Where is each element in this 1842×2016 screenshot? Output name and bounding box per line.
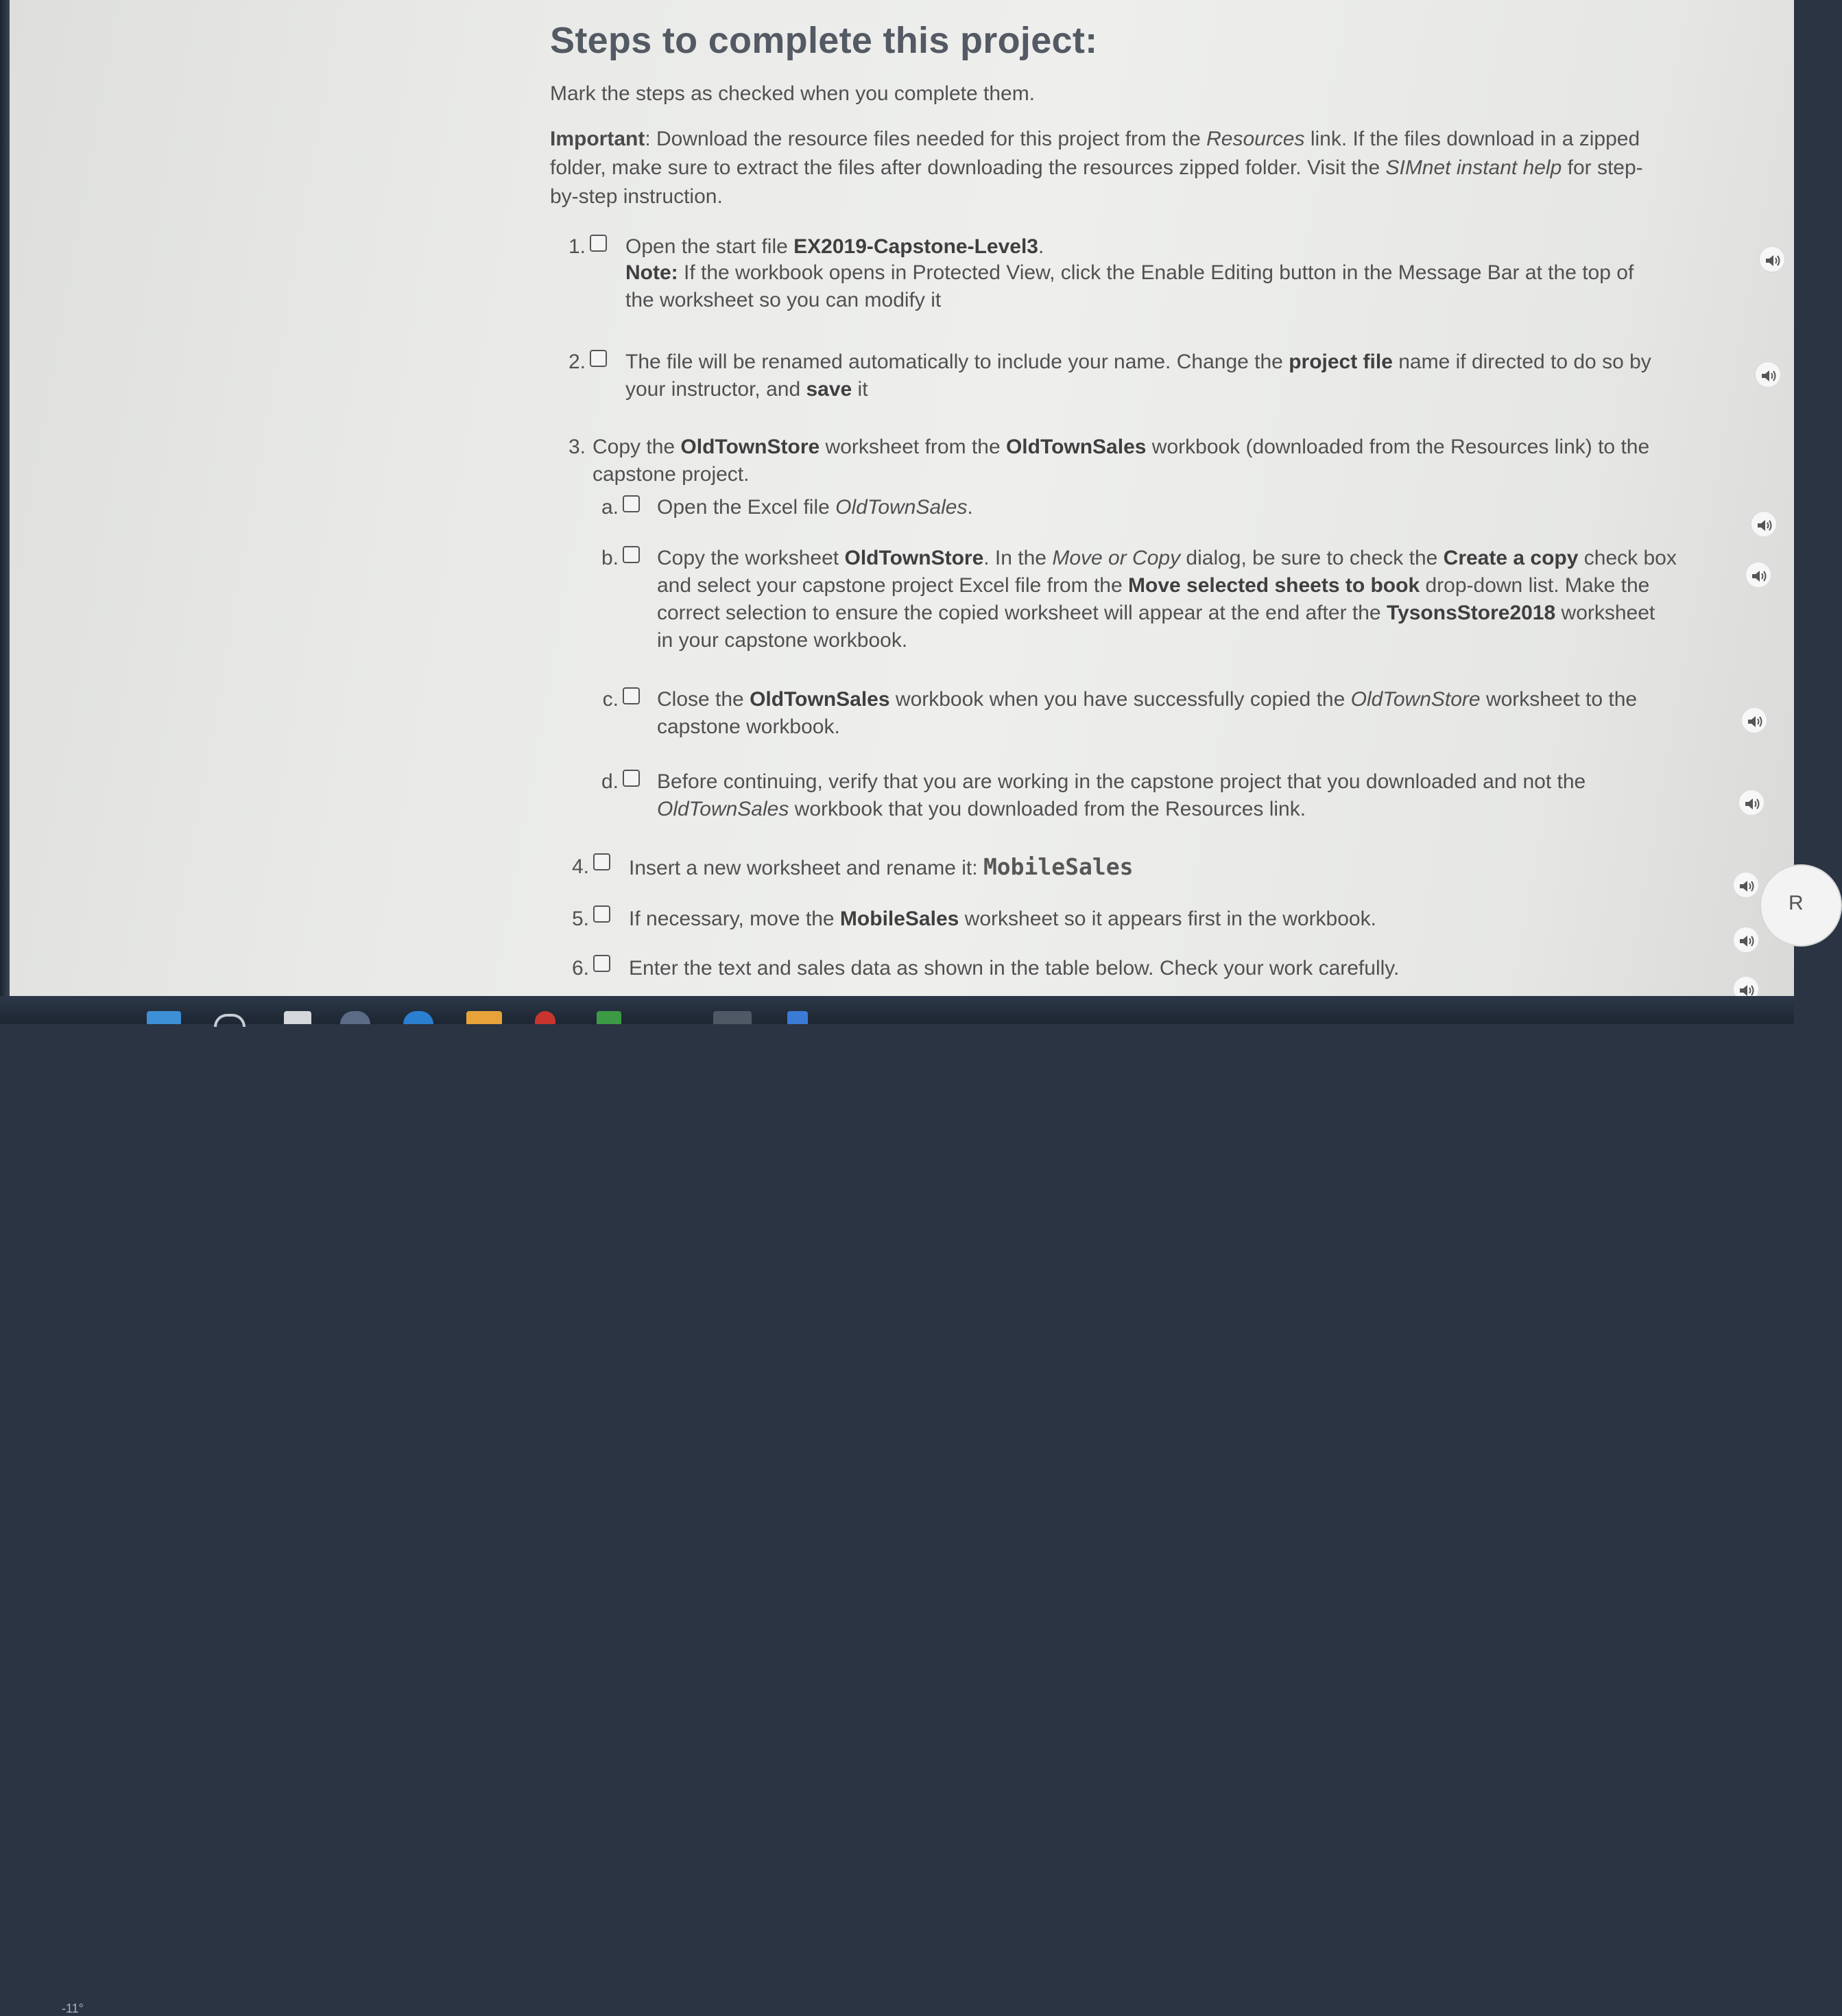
step-text: drop-down list. Make the — [1420, 574, 1650, 597]
step-text: If necessary, move the — [629, 908, 840, 930]
step-1-checkbox[interactable] — [590, 235, 607, 252]
sheet-name-code: MobileSales — [983, 853, 1134, 880]
keyword: OldTownStore — [844, 547, 984, 569]
note-text: If the workbook opens in Protected View, click the Enable Editing button in the Message Bar at the top of — [678, 261, 1634, 284]
step-6-checkbox[interactable] — [593, 955, 610, 972]
step-text: . In the — [983, 547, 1053, 569]
step-text: and select your capstone project Excel file from the — [657, 574, 1129, 597]
step-text: Enter the text and sales data as shown in the table below. Check your work carefully. — [629, 957, 1400, 980]
step-4-audio-button[interactable] — [1732, 871, 1760, 899]
step-text: worksheet — [1555, 602, 1655, 624]
step-text: check box — [1578, 547, 1677, 569]
weather-temperature: -11° — [62, 2002, 84, 2015]
substep-a-checkbox[interactable] — [623, 495, 640, 512]
keyword: TysonsStore2018 — [1386, 602, 1556, 624]
step-number: 5. — [571, 908, 589, 930]
side-tab-letter: R — [1789, 892, 1804, 914]
speaker-icon — [1744, 796, 1762, 811]
keyword: Create a copy — [1443, 547, 1579, 569]
step-text: Copy the worksheet — [657, 547, 845, 569]
speaker-icon — [1738, 879, 1756, 894]
important-text: link. If the files download in a zipped — [1304, 128, 1640, 150]
substep-letter: b. — [601, 547, 619, 569]
keyword: project file — [1289, 351, 1393, 373]
step-text: workbook when you have successfully copied the — [889, 688, 1351, 711]
screen — [10, 0, 1804, 996]
keyword: Move selected sheets to book — [1128, 574, 1420, 597]
step-text: name if directed to do so by — [1392, 351, 1651, 373]
important-note — [550, 125, 1709, 211]
step-text: worksheet so it appears first in the workbook. — [959, 908, 1376, 930]
important-text: folder, make sure to extract the files after downloading the resources zipped folder. Visit the — [550, 156, 1386, 179]
substep-letter: a. — [601, 496, 619, 519]
step-text: your instructor, and — [625, 378, 806, 401]
step-text: workbook that you downloaded from the Resources link. — [789, 798, 1306, 820]
step-text: . — [1038, 235, 1044, 258]
substep-d-audio-button[interactable] — [1738, 789, 1765, 816]
step-2-checkbox[interactable] — [590, 350, 607, 367]
app-icon[interactable] — [787, 1011, 808, 1024]
file-name: OldTownSales — [657, 798, 789, 820]
intro-text: Mark the steps as checked when you complete them. — [550, 82, 1036, 105]
dialog-name: Move or Copy — [1052, 547, 1181, 569]
keyword: save — [806, 378, 852, 401]
sheet-name: OldTownStore — [1350, 688, 1481, 711]
step-number: 1. — [568, 235, 586, 258]
substep-b-checkbox[interactable] — [623, 546, 640, 563]
monitor-bezel — [0, 0, 10, 1024]
step-text: correct selection to ensure the copied worksheet will appear at the end after the — [657, 602, 1387, 624]
keyword: OldTownSales — [750, 688, 890, 711]
speaker-icon — [1760, 368, 1778, 383]
step-text: . — [967, 496, 973, 519]
step-text: it — [852, 378, 868, 401]
excel-icon[interactable] — [597, 1011, 621, 1024]
note-label: Note: — [625, 261, 678, 284]
step-text: Close the — [657, 688, 750, 711]
substep-b-audio-button[interactable] — [1745, 561, 1772, 589]
substep-c-audio-button[interactable] — [1741, 707, 1768, 734]
substep-letter: c. — [602, 688, 619, 711]
step-text: Open the Excel file — [657, 496, 836, 519]
substep-a-audio-button[interactable] — [1750, 510, 1778, 538]
step-2-audio-button[interactable] — [1754, 361, 1782, 388]
os-taskbar — [0, 996, 1794, 2015]
speaker-icon — [1751, 569, 1769, 584]
substep-d-checkbox[interactable] — [623, 770, 640, 787]
step-text: capstone project. — [593, 463, 750, 486]
step-text: dialog, be sure to check the — [1180, 547, 1444, 569]
step-text: The file will be renamed automatically to include your name. Change the — [625, 351, 1289, 373]
step-1-audio-button[interactable] — [1758, 246, 1786, 273]
step-text: workbook (downloaded from the Resources link) to the — [1146, 436, 1650, 458]
step-text: in your capstone workbook. — [657, 629, 908, 652]
resources-link-text: Resources — [1206, 128, 1305, 150]
substep-c-checkbox[interactable] — [623, 687, 640, 704]
step-text: worksheet from the — [820, 436, 1006, 458]
file-name: OldTownSales — [835, 496, 968, 519]
substep-letter: d. — [601, 770, 619, 793]
note-text: the worksheet so you can modify it — [625, 289, 942, 311]
step-text: capstone workbook. — [657, 715, 840, 738]
speaker-icon — [1747, 714, 1765, 729]
speaker-icon — [1756, 518, 1774, 533]
file-name: EX2019-Capstone-Level3 — [793, 235, 1038, 258]
simnet-help-text: SIMnet instant help — [1385, 156, 1562, 179]
speaker-icon — [1738, 934, 1756, 949]
page-title: Steps to complete this project: — [550, 20, 1098, 61]
step-5-audio-button[interactable] — [1732, 926, 1760, 953]
keyword: OldTownSales — [1005, 436, 1147, 458]
step-text: Copy the — [593, 436, 681, 458]
keyword: OldTownStore — [680, 436, 820, 458]
step-text: Before continuing, verify that you are working in the capstone project that you downloaded and not the — [657, 770, 1586, 793]
important-text: by-step instruction. — [550, 185, 723, 208]
important-text: : Download the resource files needed for this project from the — [645, 128, 1207, 150]
resources-side-tab[interactable] — [1760, 864, 1842, 947]
speaker-icon — [1765, 253, 1782, 268]
step-number: 4. — [571, 855, 589, 878]
important-text: for step- — [1562, 156, 1643, 179]
task-view-icon[interactable] — [284, 1011, 311, 1024]
project-steps-panel — [10, 0, 1804, 996]
step-text: worksheet to the — [1480, 688, 1638, 711]
app-icon[interactable] — [713, 1011, 752, 1024]
step-number: 6. — [571, 957, 589, 980]
step-text: Open the start file — [625, 235, 794, 258]
step-number: 2. — [568, 351, 586, 373]
step-number: 3. — [568, 436, 586, 458]
step-5-checkbox[interactable] — [593, 905, 610, 923]
file-explorer-icon[interactable] — [466, 1011, 502, 1024]
step-text: Insert a new worksheet and rename it: — [629, 857, 983, 879]
keyword: MobileSales — [839, 908, 959, 930]
step-4-checkbox[interactable] — [593, 853, 610, 870]
important-label: Important — [550, 128, 645, 150]
start-icon[interactable] — [147, 1011, 181, 1024]
